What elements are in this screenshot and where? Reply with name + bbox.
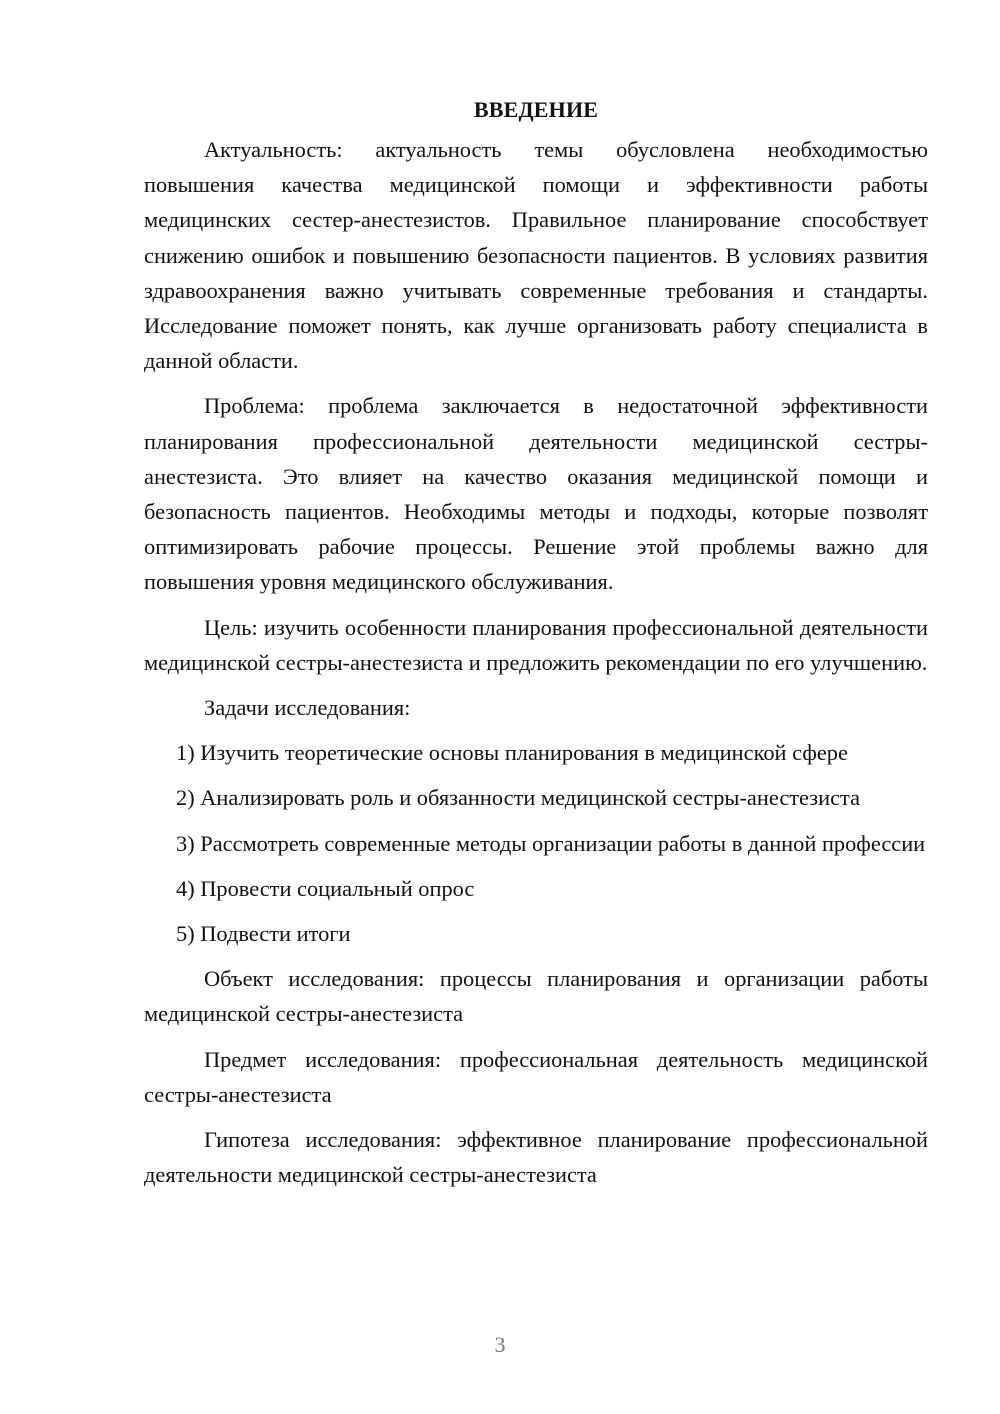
hypothesis-paragraph: Гипотеза исследования: эффективное планирование профессиональной деятельности медицинской сестры-анестезиста bbox=[144, 1127, 928, 1188]
subject-paragraph: Предмет исследования: профессиональная деятельность медицинской сестры-анестезиста bbox=[144, 1046, 928, 1107]
relevance-paragraph: Актуальность: актуальность темы обусловлена необходимостью повышения качества медицинской помощи и эффективности работы медицинских сестер-анестезистов. Правильное планирование способствует снижению ошибок и повышению безопасности пациентов. В условиях развития здравоохранения важно учитывать современные требования и стандарты. Исследование поможет понять, как лучше организовать работу специалиста в данной области. bbox=[144, 137, 928, 374]
page-content bbox=[144, 92, 928, 1202]
task-item: 5) Подвести итоги bbox=[176, 921, 351, 947]
section-heading: ВВЕДЕНИЕ bbox=[473, 97, 599, 122]
object-paragraph: Объект исследования: процессы планирования и организации работы медицинской сестры-анестезиста bbox=[144, 966, 928, 1027]
task-item: 3) Рассмотреть современные методы организации работы в данной профессии bbox=[176, 830, 926, 856]
task-item: 2) Анализировать роль и обязанности медицинской сестры-анестезиста bbox=[176, 785, 861, 811]
page-number: 3 bbox=[494, 1332, 506, 1357]
problem-paragraph: Проблема: проблема заключается в недостаточной эффективности планирования профессиональной деятельности медицинской сестры-анестезиста. Это влияет на качество оказания медицинской помощи и безопасность пациентов. Необходимы методы и подходы, которые позволят оптимизировать рабочие процессы. Решение этой проблемы важно для повышения уровня медицинского обслуживания. bbox=[144, 393, 928, 595]
goal-paragraph: Цель: изучить особенности планирования профессиональной деятельности медицинской сестры-анестезиста и предложить рекомендации по его улучшению. bbox=[144, 614, 928, 675]
task-item: 1) Изучить теоретические основы планирования в медицинской сфере bbox=[176, 740, 848, 766]
task-item: 4) Провести социальный опрос bbox=[176, 875, 475, 901]
tasks-heading: Задачи исследования: bbox=[204, 695, 411, 721]
